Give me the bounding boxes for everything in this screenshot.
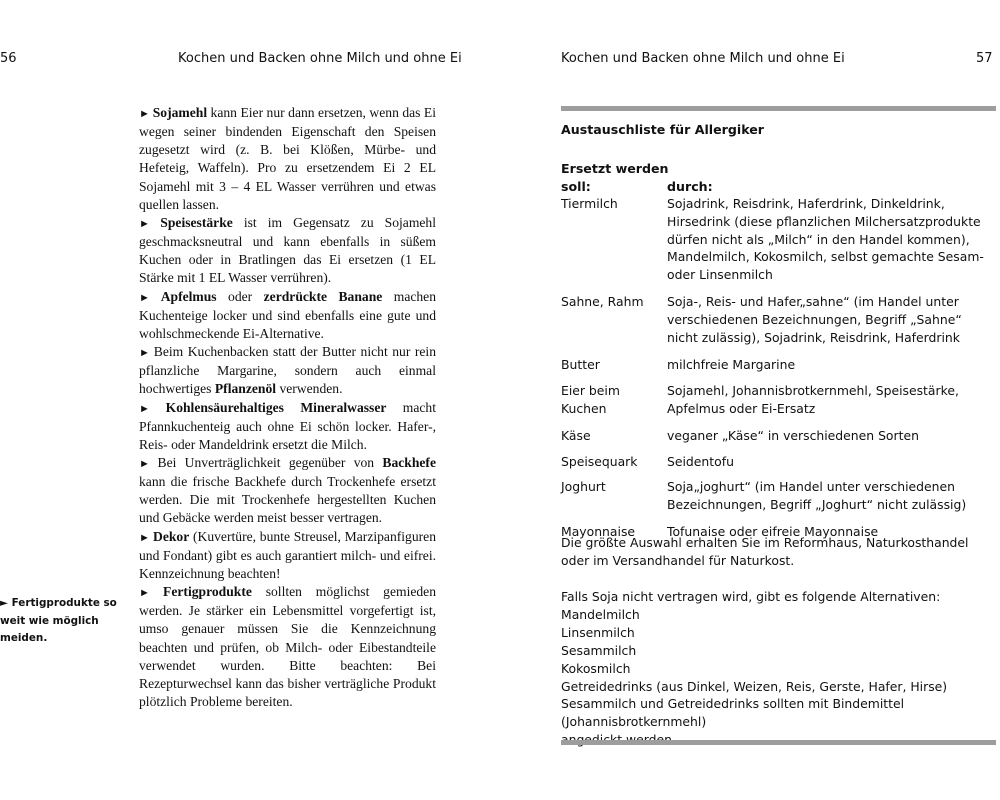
- running-head-right: Kochen und Backen ohne Milch und ohne Ei: [561, 51, 845, 66]
- bottom-rule: [561, 740, 996, 745]
- table-cell-replacement: Soja„joghurt“ (im Handel unter verschiedenen Bezeichnungen, Begriff „Joghurt“ nicht zulässig): [667, 479, 967, 513]
- bullet-arrow-icon: ►: [139, 402, 166, 415]
- exchange-table: [561, 195, 996, 541]
- table-cell-item: Sahne, Rahm: [561, 293, 644, 309]
- paragraph-speisestaerke: [139, 214, 436, 288]
- column-header-by: durch:: [667, 178, 713, 194]
- bullet-arrow-icon: ►: [139, 108, 153, 120]
- list-item: Mandelmilch: [561, 606, 640, 622]
- keyword: Dekor: [153, 528, 190, 544]
- paragraph-text: Bei Unverträglichkeit gegenüber von: [157, 454, 383, 470]
- paragraph-text: verwenden.: [276, 381, 343, 397]
- bullet-arrow-icon: ►: [139, 531, 153, 544]
- paragraph-sojamehl: [139, 104, 436, 214]
- table-row: [561, 382, 996, 418]
- keyword: Backhefe: [382, 454, 436, 470]
- column-header-replaced: Ersetzt werden soll:: [561, 161, 669, 194]
- bullet-arrow-icon: ►: [139, 587, 164, 600]
- paragraph-pflanzenoel: [139, 343, 436, 398]
- bullet-arrow-icon: ►: [139, 291, 161, 304]
- table-cell-item: Käse: [561, 427, 591, 443]
- paragraph-text: Beim Kuchenbacken statt der Butter nicht nur rein pflanzliche Margarine, sondern auch einmal hochwertiges: [139, 344, 437, 397]
- bullet-arrow-icon: ►: [139, 347, 154, 360]
- keyword: Fertigprodukte: [163, 584, 252, 600]
- page-number-right: 57: [976, 51, 993, 66]
- running-head-left: Kochen und Backen ohne Milch und ohne Ei: [178, 51, 462, 66]
- paragraph-text: sollten möglichst gemieden werden. Je stärker ein Lebensmittel vorgefertigt ist, umso genauer müssen Sie die Kennzeichnung beachten und prüfen, ob Milch- oder Eibestandteile verwendet wurden. Bitte beachten: Bei Rezepturwechsel kann das bisher verträgliche Produkt plötzlich Probleme bereiten.: [139, 584, 437, 709]
- paragraph-text: machen Kuchenteige locker und sind ebenfalls eine gute und wohlschmeckende Ei-Alternative.: [139, 288, 437, 341]
- list-item: Getreidedrinks (aus Dinkel, Weizen, Reis, Gerste, Hafer, Hirse): [561, 678, 948, 694]
- top-rule: [561, 106, 996, 111]
- shopping-note: [561, 534, 996, 570]
- paragraph-mineralwasser: [139, 399, 436, 454]
- table-row: [561, 293, 996, 346]
- left-body-text: [139, 104, 436, 711]
- table-title: Austauschliste für Allergiker: [561, 122, 764, 137]
- keyword: zerdrückte Banane: [263, 288, 383, 304]
- paragraph-fertigprodukte: [139, 583, 436, 711]
- bullet-arrow-icon: ►: [0, 597, 12, 609]
- page-number-left: 56: [0, 51, 17, 66]
- table-cell-replacement: veganer „Käse“ in verschiedenen Sorten: [667, 427, 919, 443]
- closing-line: Sesammilch und Getreidedrinks sollten mit Bindemittel (Johannisbrotkernmehl): [561, 696, 905, 730]
- table-cell-replacement: Sojadrink, Reisdrink, Haferdrink, Dinkeldrink, Hirsedrink (diese pflanzlichen Milchersatzprodukte dürfen nicht als „Milch“ in den Handel kommen), Mandelmilch, Kokosmilch, selbst gemachte Sesam- oder Linsenmilch: [667, 196, 984, 283]
- table-cell-replacement: Tofunaise oder eifreie Mayonnaise: [667, 523, 879, 539]
- table-cell-item: Butter: [561, 357, 600, 373]
- paragraph-dekor: [139, 528, 436, 583]
- paragraph-text: ist im Gegensatz zu Sojamehl geschmacksneutral und kann ebenfalls in süßem Kuchen oder in Bratlingen das Ei ersetzen (1 EL Stärke mit 1 EL Wasser verrühren).: [139, 214, 437, 286]
- keyword: Sojamehl: [152, 105, 208, 120]
- keyword: Pflanzenöl: [214, 381, 277, 397]
- table-cell-item: Speisequark: [561, 453, 638, 469]
- alternatives-block: [561, 588, 1000, 749]
- table-cell-replacement: Sojamehl, Johannisbrotkernmehl, Speisestärke, Apfelmus oder Ei-Ersatz: [667, 383, 959, 416]
- table-row: [561, 427, 996, 445]
- keyword: Kohlensäurehaltiges Mineralwasser: [165, 399, 387, 415]
- table-cell-item: Tiermilch: [561, 196, 618, 211]
- paragraph-text: kann die frische Backhefe durch Trockenhefe ersetzt werden. Die mit Trockenhefe hergestellten Kuchen und Gebäcke werden meist besser vertragen.: [139, 474, 436, 526]
- table-cell-item: Joghurt: [561, 479, 606, 495]
- list-item: Kokosmilch: [561, 660, 631, 676]
- paragraph-text: oder: [216, 288, 264, 304]
- table-cell-replacement: Seidentofu: [667, 453, 734, 469]
- note-line: Die größte Auswahl erhalten Sie im Reformhaus, Naturkosthandel: [561, 535, 969, 550]
- bullet-arrow-icon: ►: [139, 457, 158, 470]
- table-cell-item: Eier beim Kuchen: [561, 383, 620, 416]
- alternatives-intro: Falls Soja nicht vertragen wird, gibt es folgende Alternativen:: [561, 589, 941, 604]
- note-line: oder im Versandhandel für Naturkost.: [561, 553, 795, 568]
- paragraph-text: macht Pfannkuchenteig auch ohne Ei schön locker. Hafer-, Reis- oder Mandeldrink ersetzt die Milch.: [139, 399, 436, 452]
- table-row: [561, 453, 996, 471]
- list-item: Sesammilch: [561, 642, 637, 658]
- bullet-arrow-icon: ►: [139, 217, 161, 230]
- paragraph-apfelmus: [139, 288, 436, 343]
- paragraph-backhefe: [139, 454, 436, 528]
- keyword: Speisestärke: [160, 214, 233, 230]
- margin-note: [0, 595, 120, 648]
- table-cell-item: Mayonnaise: [561, 523, 636, 539]
- table-cell-replacement: Soja-, Reis- und Hafer„sahne“ (im Handel unter verschiedenen Bezeichnungen, Begriff „Sahne“ nicht zulässig), Sojadrink, Reisdrink, Haferdrink: [667, 293, 962, 345]
- table-row: [561, 478, 996, 514]
- margin-note-text: Fertigprodukte so weit wie möglich meiden.: [0, 597, 117, 644]
- paragraph-text: kann Eier nur dann ersetzen, wenn das Ei wegen seiner bindenden Eigenschaft den Speisen zugesetzt wird (z. B. bei Klößen, Mürbe- und Hefeteig, Waffeln). Pro zu ersetzendem Ei 2 EL Sojamehl mit 3 – 4 EL Wasser verrühren und etwas quellen lassen.: [139, 105, 437, 212]
- table-row: [561, 356, 996, 374]
- list-item: Linsenmilch: [561, 624, 635, 640]
- table-row: [561, 195, 996, 284]
- paragraph-text: (Kuvertüre, bunte Streusel, Marzipanfiguren und Fondant) gibt es auch garantiert milch- und eifrei. Kennzeichnung beachten!: [139, 528, 437, 581]
- keyword: Apfelmus: [160, 288, 217, 304]
- table-cell-replacement: milchfreie Margarine: [667, 357, 796, 373]
